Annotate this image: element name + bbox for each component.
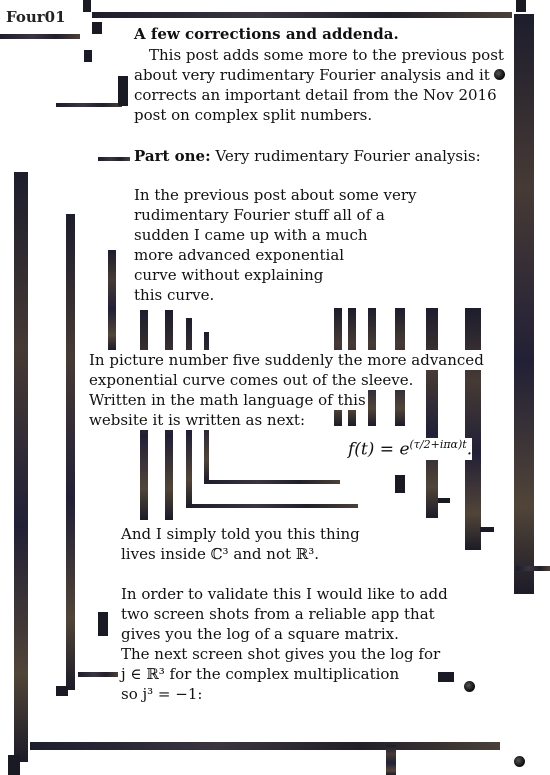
intro-line: post on complex split numbers. xyxy=(134,106,373,124)
corner-block xyxy=(92,22,102,34)
intro-line: about very rudimentary Fourier analysis and it xyxy=(134,66,490,84)
para1-line: more advanced exponential xyxy=(134,246,345,264)
bullet-dot xyxy=(464,681,475,692)
part-one-label: Part one: xyxy=(134,147,211,165)
post-heading: A few corrections and addenda. xyxy=(134,25,399,43)
para2-line: exponential curve comes out of the sleeve. xyxy=(89,371,414,389)
para2-line: In picture number five suddenly the more advanced xyxy=(89,351,484,369)
blog-logo: Four01 xyxy=(6,8,66,26)
deco-block xyxy=(438,498,450,503)
corner-block xyxy=(8,755,20,775)
part-one-heading xyxy=(134,146,481,166)
para1-line: this curve. xyxy=(134,286,215,304)
formula-tail: . xyxy=(466,439,473,460)
formula xyxy=(348,438,472,460)
deco-block xyxy=(56,686,68,696)
para4-line: j ∈ ℝ³ for the complex multiplication xyxy=(121,665,400,683)
corner-block xyxy=(516,0,526,12)
part-one-tick xyxy=(98,157,130,161)
para1-line: curve without explaining xyxy=(134,266,324,284)
para2-line: Written in the math language of this xyxy=(89,391,366,409)
left-tick-block xyxy=(118,76,128,106)
para4-line: so j³ = −1: xyxy=(121,685,203,703)
para4-line: two screen shots from a reliable app that xyxy=(121,605,435,623)
para1-line: In the previous post about some very xyxy=(134,186,417,204)
intro-line: corrects an important detail from the Nov 2016 xyxy=(134,86,497,104)
formula-lhs: f(t) = e xyxy=(348,439,410,460)
deco-bar xyxy=(426,308,438,518)
bottom-right-post xyxy=(386,745,396,775)
para2-line: website it is written as next: xyxy=(89,411,305,429)
para3-line: lives inside ℂ³ and not ℝ³. xyxy=(121,545,320,563)
para1-line: rudimentary Fourier stuff all of a xyxy=(134,206,385,224)
deco-bar xyxy=(108,250,116,350)
inner-left-bar xyxy=(66,214,75,690)
part-one-title: Very rudimentary Fourier analysis: xyxy=(215,147,481,165)
deco-block xyxy=(480,527,494,532)
deco-block xyxy=(395,475,405,493)
para4-line: The next screen shot gives you the log for xyxy=(121,645,441,663)
top-left-border xyxy=(0,34,80,39)
top-border xyxy=(92,12,512,18)
corner-block xyxy=(83,0,91,12)
para3-line: And I simply told you this thing xyxy=(121,525,360,543)
right-border-foot xyxy=(516,566,550,571)
intro-line: This post adds some more to the previous post xyxy=(149,46,504,64)
left-tick xyxy=(56,103,122,107)
deco-line xyxy=(78,672,118,677)
bullet-dot xyxy=(514,756,525,767)
left-border xyxy=(14,172,28,762)
corner-block xyxy=(84,50,92,62)
para1-line: sudden I came up with a much xyxy=(134,226,368,244)
bullet-dot xyxy=(494,69,505,80)
bottom-border xyxy=(30,742,500,750)
formula-exponent: (τ/2+iπα)t xyxy=(409,438,467,451)
para4-line: gives you the log of a square matrix. xyxy=(121,625,399,643)
deco-bar xyxy=(465,308,481,550)
deco-block xyxy=(438,672,454,682)
deco-line xyxy=(204,480,340,484)
deco-line xyxy=(188,504,358,508)
deco-block xyxy=(98,612,108,636)
right-border xyxy=(514,14,534,594)
para4-line: In order to validate this I would like to add xyxy=(121,585,448,603)
